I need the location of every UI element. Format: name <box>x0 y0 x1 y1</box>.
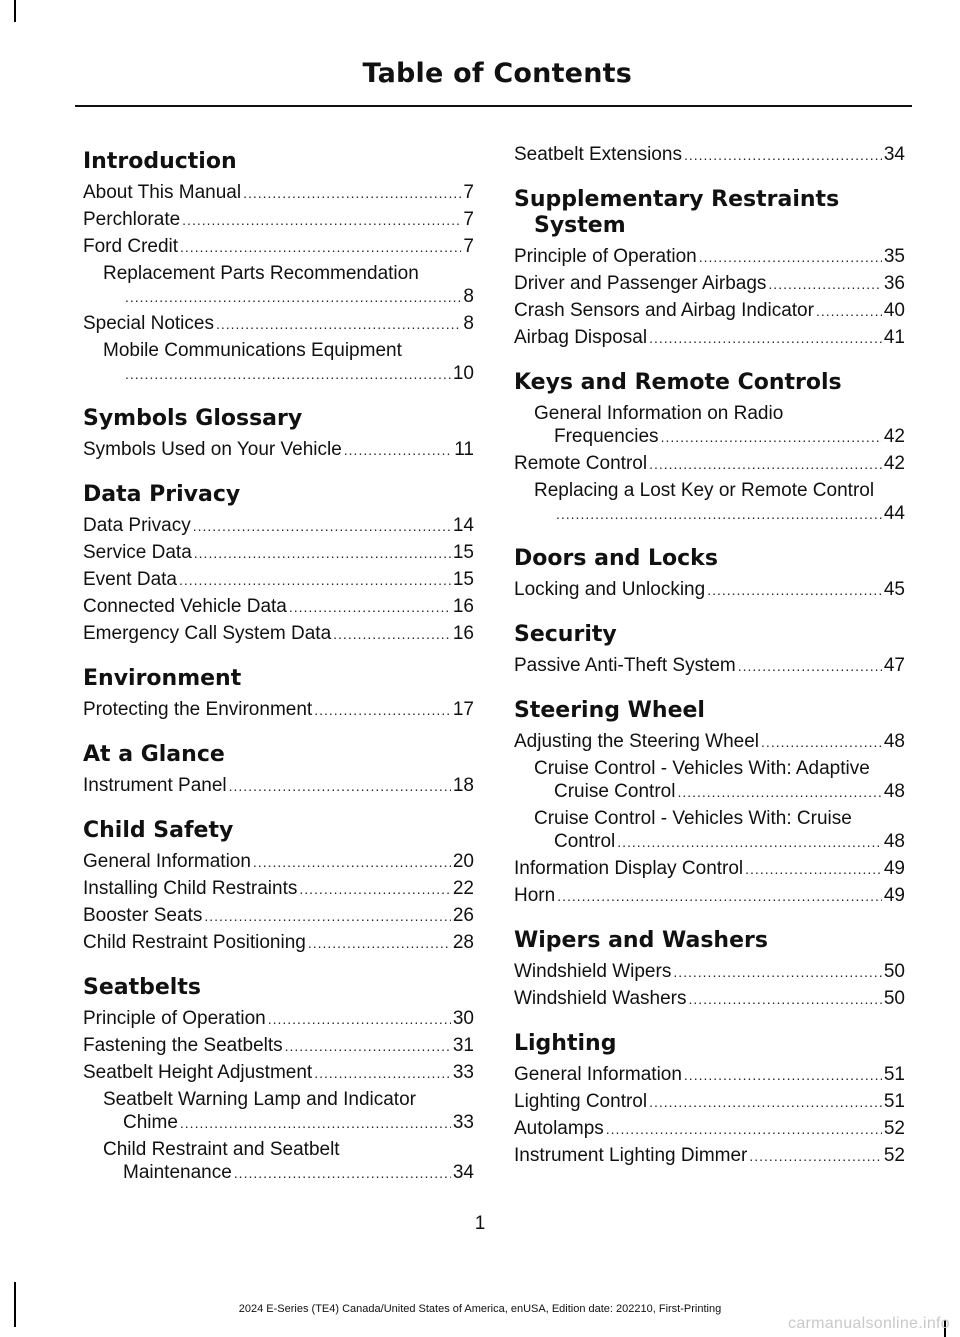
entry-title: Replacement Parts Recommendation <box>103 263 419 284</box>
dot-leader <box>768 273 881 296</box>
toc-entry-link[interactable] <box>83 698 474 722</box>
entry-page-number: 8 <box>463 286 474 307</box>
toc-entry-link[interactable] <box>514 857 905 881</box>
entry-page-number: 52 <box>883 1118 905 1139</box>
toc-section <box>83 975 474 1185</box>
dot-leader <box>268 1008 451 1031</box>
entry-title: Replacing a Lost Key or Remote Control <box>534 480 875 501</box>
toc-entry-link[interactable] <box>83 262 474 309</box>
entry-page-number: 8 <box>463 313 474 334</box>
entry-title-cont: Frequencies <box>554 426 659 447</box>
dot-leader <box>125 286 461 309</box>
entry-page-number: 15 <box>452 569 474 590</box>
section-heading: Doors and Locks <box>514 546 718 571</box>
dot-leader <box>707 579 882 602</box>
entry-title: Child Restraint Positioning <box>83 932 306 953</box>
dot-leader <box>180 1112 451 1135</box>
toc-section <box>83 406 474 462</box>
dot-leader <box>699 246 882 269</box>
toc-entry-link[interactable] <box>514 326 905 350</box>
toc-entry-link[interactable] <box>83 1088 474 1135</box>
dot-leader <box>234 1162 451 1185</box>
entry-page-number: 33 <box>452 1062 474 1083</box>
entry-title: Mobile Communications Equipment <box>103 340 402 361</box>
crop-mark-top-left <box>14 0 16 22</box>
entry-page-number: 22 <box>452 878 474 899</box>
entry-page-number: 42 <box>883 453 905 474</box>
toc-entry-link[interactable] <box>83 877 474 901</box>
toc-entry-link[interactable] <box>514 272 905 296</box>
section-heading: Keys and Remote Controls <box>514 370 842 395</box>
toc-section <box>83 482 474 646</box>
toc-section <box>514 622 905 678</box>
toc-entry-link[interactable] <box>514 1144 905 1168</box>
entry-title: Event Data <box>83 569 177 590</box>
toc-entry-link[interactable] <box>83 850 474 874</box>
entry-page-number: 10 <box>452 363 474 384</box>
toc-entry-link[interactable] <box>83 208 474 232</box>
toc-section <box>514 187 905 350</box>
entry-title-cont: Maintenance <box>123 1162 232 1183</box>
entry-page-number: 31 <box>452 1035 474 1056</box>
entry-page-number: 16 <box>452 596 474 617</box>
entry-page-number: 15 <box>452 542 474 563</box>
dot-leader <box>314 1062 451 1085</box>
toc-entry-link[interactable] <box>514 960 905 984</box>
entry-title: General Information <box>514 1064 682 1085</box>
toc-entry-link[interactable] <box>514 299 905 323</box>
toc-entry-link[interactable] <box>514 807 905 854</box>
entry-page-number: 47 <box>883 655 905 676</box>
dot-leader <box>253 851 451 874</box>
toc-entry-link[interactable] <box>83 312 474 336</box>
dot-leader <box>684 144 882 167</box>
toc-entry-link[interactable] <box>514 884 905 908</box>
dot-leader <box>285 1035 451 1058</box>
entry-page-number: 20 <box>452 851 474 872</box>
toc-entry-link[interactable] <box>83 568 474 592</box>
toc-section <box>514 928 905 1011</box>
toc-entry-link[interactable] <box>83 622 474 646</box>
entry-page-number: 49 <box>883 858 905 879</box>
section-heading: Lighting <box>514 1031 617 1056</box>
entry-title: Locking and Unlocking <box>514 579 706 600</box>
entry-page-number: 34 <box>883 144 905 165</box>
entry-title: Information Display Control <box>514 858 744 879</box>
dot-leader <box>556 503 882 526</box>
watermark: carmanualsonline.info <box>788 1315 950 1332</box>
dot-leader <box>749 1145 881 1168</box>
toc-entry-link[interactable] <box>83 514 474 538</box>
entry-title: Windshield Washers <box>514 988 687 1009</box>
entry-page-number: 40 <box>883 300 905 321</box>
page-title: Table of Contents <box>362 58 632 89</box>
toc-entry-link[interactable] <box>83 1034 474 1058</box>
toc-section <box>514 370 905 526</box>
entry-page-number: 42 <box>883 426 905 447</box>
toc-entry-link[interactable] <box>83 181 474 205</box>
entry-title: Perchlorate <box>83 209 181 230</box>
toc-section <box>83 818 474 955</box>
section-heading: Seatbelts <box>83 975 201 1000</box>
dot-leader <box>204 905 451 928</box>
entry-title: Crash Sensors and Airbag Indicator <box>514 300 814 321</box>
toc-entry-link[interactable] <box>83 904 474 928</box>
toc-entry-link[interactable] <box>514 1090 905 1114</box>
dot-leader <box>557 885 882 908</box>
toc-entry-link[interactable] <box>83 438 474 462</box>
toc-entry-link[interactable] <box>514 987 905 1011</box>
dot-leader <box>649 1091 882 1114</box>
entry-title-cont: Cruise Control <box>554 781 676 802</box>
entry-title: Lighting Control <box>514 1091 648 1112</box>
toc-entry-link[interactable] <box>83 774 474 798</box>
entry-title: Installing Child Restraints <box>83 878 298 899</box>
entry-page-number: 14 <box>452 515 474 536</box>
toc-entry-link[interactable] <box>514 402 905 449</box>
dot-leader <box>649 327 882 350</box>
entry-page-number: 7 <box>463 209 474 230</box>
toc-entry-link[interactable] <box>83 235 474 259</box>
footer-edition-text: 2024 E-Series (TE4) Canada/United States of America, enUSA, Edition date: 202210, First-Printing <box>238 1303 722 1315</box>
entry-title: Service Data <box>83 542 192 563</box>
section-heading: Steering Wheel <box>514 698 705 723</box>
entry-title: Horn <box>514 885 556 906</box>
entry-title: Airbag Disposal <box>514 327 648 348</box>
entry-page-number: 28 <box>452 932 474 953</box>
section-heading: Supplementary Restraints System <box>514 187 840 238</box>
section-heading: Data Privacy <box>83 482 241 507</box>
entry-page-number: 44 <box>883 503 905 524</box>
entry-page-number: 45 <box>883 579 905 600</box>
entry-page-number: 18 <box>452 775 474 796</box>
entry-title: Fastening the Seatbelts <box>83 1035 283 1056</box>
dot-leader <box>194 542 451 565</box>
dot-leader <box>649 453 882 476</box>
entry-page-number: 36 <box>883 273 905 294</box>
dot-leader <box>308 932 451 955</box>
toc-entry-link[interactable] <box>514 245 905 269</box>
section-heading: At a Glance <box>83 742 225 767</box>
dot-leader <box>229 775 451 798</box>
dot-leader <box>745 858 882 881</box>
entry-title: Cruise Control - Vehicles With: Adaptive <box>534 758 870 779</box>
toc-entry-link[interactable] <box>514 1063 905 1087</box>
dot-leader <box>125 363 451 386</box>
entry-title: Connected Vehicle Data <box>83 596 287 617</box>
toc-entry-link[interactable] <box>514 578 905 602</box>
entry-page-number: 51 <box>883 1091 905 1112</box>
dot-leader <box>180 236 461 259</box>
entry-page-number: 50 <box>883 961 905 982</box>
entry-page-number: 48 <box>883 731 905 752</box>
toc-entry-link[interactable] <box>83 1007 474 1031</box>
toc-section <box>83 149 474 386</box>
entry-page-number: 30 <box>452 1008 474 1029</box>
entry-page-number: 48 <box>883 781 905 802</box>
dot-leader <box>179 569 451 592</box>
entry-title: Emergency Call System Data <box>83 623 332 644</box>
section-heading: Child Safety <box>83 818 234 843</box>
dot-leader <box>673 961 882 984</box>
toc-entry-link[interactable] <box>83 1061 474 1085</box>
toc-entry-link[interactable] <box>83 339 474 386</box>
entry-page-number: 34 <box>452 1162 474 1183</box>
entry-title-cont: Control <box>554 831 616 852</box>
entry-page-number: 11 <box>454 439 474 460</box>
toc-entry-link[interactable] <box>83 595 474 619</box>
toc-entry-link[interactable] <box>514 143 905 167</box>
entry-title: Ford Credit <box>83 236 179 257</box>
right-column <box>514 143 905 1188</box>
toc-section <box>83 742 474 798</box>
left-column <box>83 143 474 1205</box>
entry-title: Child Restraint and Seatbelt <box>103 1139 340 1160</box>
toc-entry-link[interactable] <box>83 931 474 955</box>
entry-title: Instrument Panel <box>83 775 227 796</box>
entry-page-number: 33 <box>452 1112 474 1133</box>
dot-leader <box>684 1064 882 1087</box>
entry-title: Windshield Wipers <box>514 961 672 982</box>
entry-title: Symbols Used on Your Vehicle <box>83 439 342 460</box>
entry-page-number: 48 <box>883 831 905 852</box>
entry-title: Cruise Control - Vehicles With: Cruise <box>534 808 852 829</box>
entry-title: Instrument Lighting Dimmer <box>514 1145 748 1166</box>
dot-leader <box>606 1118 882 1141</box>
toc-entry-link[interactable] <box>514 757 905 804</box>
entry-title: Driver and Passenger Airbags <box>514 273 767 294</box>
entry-title: Special Notices <box>83 313 214 334</box>
entry-page-number: 50 <box>883 988 905 1009</box>
entry-title: Adjusting the Steering Wheel <box>514 731 760 752</box>
toc-entry-link[interactable] <box>514 1117 905 1141</box>
entry-title: Seatbelt Extensions <box>514 144 682 165</box>
dot-leader <box>738 655 882 678</box>
dot-leader <box>314 699 451 722</box>
entry-title: Remote Control <box>514 453 648 474</box>
toc-entry-link[interactable] <box>514 452 905 476</box>
entry-page-number: 52 <box>883 1145 905 1166</box>
entry-title: Principle of Operation <box>83 1008 266 1029</box>
dot-leader <box>617 831 882 854</box>
toc-entry-link[interactable] <box>83 541 474 565</box>
entry-page-number: 7 <box>463 236 474 257</box>
dot-leader <box>344 439 452 462</box>
dot-leader <box>299 878 450 901</box>
entry-title: General Information on Radio <box>534 403 784 424</box>
entry-page-number: 41 <box>883 327 905 348</box>
toc-section <box>83 666 474 722</box>
toc-entry-link[interactable] <box>514 654 905 678</box>
toc-section <box>514 143 905 167</box>
entry-title: Data Privacy <box>83 515 191 536</box>
dot-leader <box>761 731 882 754</box>
dot-leader <box>333 623 451 646</box>
entry-title-cont: Chime <box>123 1112 178 1133</box>
section-heading: Introduction <box>83 149 237 174</box>
dot-leader <box>216 313 461 336</box>
toc-section <box>514 546 905 602</box>
entry-page-number: 26 <box>452 905 474 926</box>
dot-leader <box>182 209 461 232</box>
entry-page-number: 16 <box>452 623 474 644</box>
section-heading: Symbols Glossary <box>83 406 303 431</box>
entry-title: Protecting the Environment <box>83 699 313 720</box>
toc-entry-link[interactable] <box>514 479 905 526</box>
entry-title: Seatbelt Height Adjustment <box>83 1062 313 1083</box>
dot-leader <box>193 515 451 538</box>
entry-page-number: 7 <box>463 182 474 203</box>
dot-leader <box>816 300 882 323</box>
entry-page-number: 49 <box>883 885 905 906</box>
entry-title: About This Manual <box>83 182 242 203</box>
entry-page-number: 17 <box>452 699 474 720</box>
dot-leader <box>677 781 881 804</box>
header-rule <box>75 105 912 107</box>
entry-title: Booster Seats <box>83 905 203 926</box>
entry-title: General Information <box>83 851 251 872</box>
toc-entry-link[interactable] <box>514 730 905 754</box>
section-heading: Security <box>514 622 617 647</box>
dot-leader <box>661 426 882 449</box>
dot-leader <box>243 182 461 205</box>
page-number: 1 <box>474 1213 486 1234</box>
entry-page-number: 35 <box>883 246 905 267</box>
entry-title: Seatbelt Warning Lamp and Indicator <box>103 1089 416 1110</box>
dot-leader <box>688 988 881 1011</box>
dot-leader <box>289 596 451 619</box>
entry-title: Autolamps <box>514 1118 604 1139</box>
toc-section <box>514 1031 905 1168</box>
section-heading: Environment <box>83 666 242 691</box>
toc-section <box>514 698 905 908</box>
entry-title: Principle of Operation <box>514 246 697 267</box>
entry-page-number: 51 <box>883 1064 905 1085</box>
entry-title: Passive Anti-Theft System <box>514 655 736 676</box>
toc-entry-link[interactable] <box>83 1138 474 1185</box>
section-heading: Wipers and Washers <box>514 928 768 953</box>
